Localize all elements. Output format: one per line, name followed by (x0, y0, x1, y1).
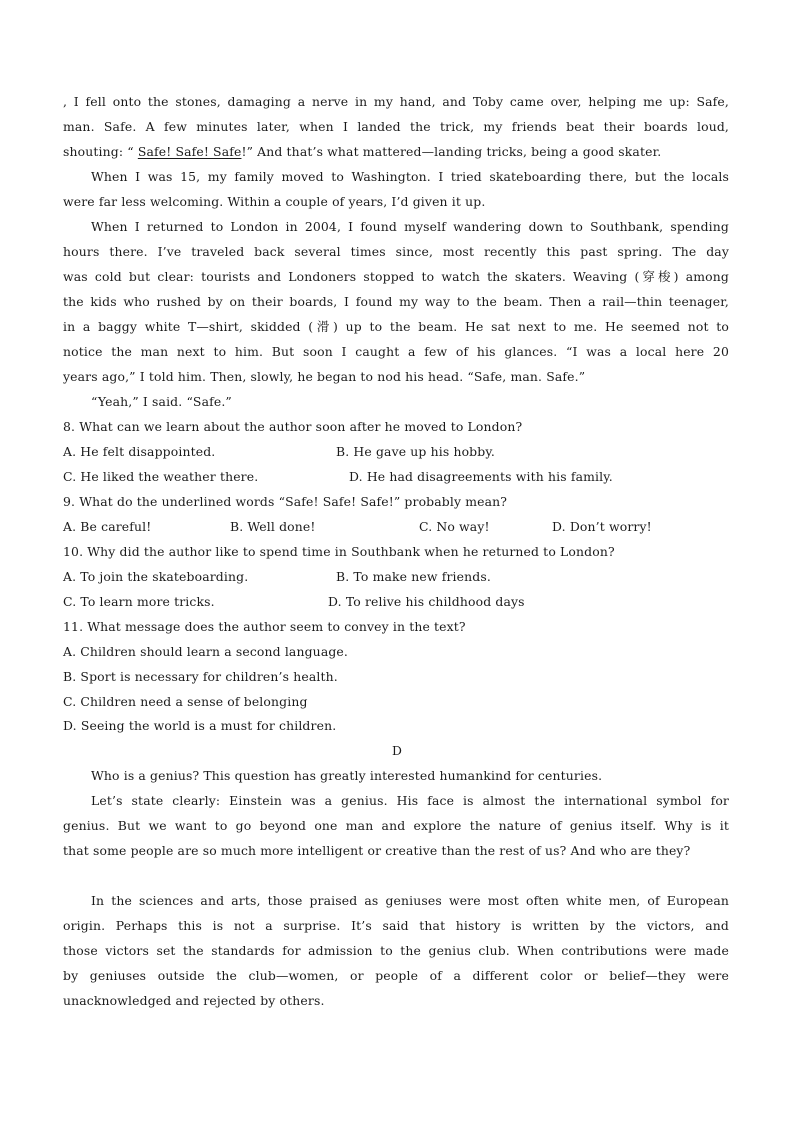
passage-c-line: notice the man next to him. But soon I caught a few of his glances. “I was a local here 20 (63, 344, 729, 359)
passage-c-line: When I returned to London in 2004, I found myself wandering down to Southbank, spending (91, 219, 729, 234)
passage-d-line: by geniuses outside the club—women, or people of a different color or belief—they were (63, 968, 729, 983)
passage-c-text: !” And that’s what mattered—landing tricks, being a good skater. (241, 144, 662, 159)
option-d: D. Seeing the world is a must for children. (63, 718, 337, 733)
option-d: D. To relive his childhood days (328, 594, 525, 609)
passage-d-line: Let’s state clearly: Einstein was a genius. His face is almost the international symbol for (91, 793, 729, 808)
option-d: D. Don’t worry! (552, 519, 652, 534)
option-b: B. He gave up his hobby. (336, 444, 495, 459)
option-c: C. To learn more tricks. (63, 594, 215, 609)
question-stem: 8. What can we learn about the author soon after he moved to London? (63, 419, 523, 434)
options-row (63, 469, 729, 485)
passage-d-line: those victors set the standards for admission to the genius club. When contributions were made (63, 943, 729, 958)
passage-d-line: Who is a genius? This question has greatly interested humankind for centuries. (91, 768, 603, 783)
options-row (63, 569, 729, 585)
option-a: A. To join the skateboarding. (63, 569, 249, 584)
option-b: B. Sport is necessary for children’s health. (63, 669, 338, 684)
passage-c-line: in a baggy white T—shirt, skidded (滑) up to the beam. He sat next to me. He seemed not to (63, 319, 729, 334)
option-a: A. Children should learn a second language. (63, 644, 349, 659)
option-b: B. Well done! (230, 519, 316, 534)
options-row (63, 444, 729, 460)
question-stem: 10. Why did the author like to spend time in Southbank when he returned to London? (63, 544, 615, 559)
passage-d-line: origin. Perhaps this is not a surprise. It’s said that history is written by the victors, and (63, 918, 729, 933)
passage-c-line: were far less welcoming. Within a couple of years, I’d given it up. (63, 194, 486, 209)
question-stem: 11. What message does the author seem to convey in the text? (63, 619, 466, 634)
option-c: C. No way! (419, 519, 490, 534)
question-stem: 9. What do the underlined words “Safe! Safe! Safe!” probably mean? (63, 494, 508, 509)
options-row (63, 594, 729, 610)
passage-c-line: years ago,” I told him. Then, slowly, he began to nod his head. “Safe, man. Safe.” (63, 369, 586, 384)
passage-c-line (63, 144, 661, 160)
passage-c-text: shouting: “ (63, 144, 138, 159)
option-a: A. He felt disappointed. (63, 444, 216, 459)
options-row (63, 519, 729, 535)
passage-c-line: “Yeah,” I said. “Safe.” (91, 394, 232, 409)
passage-c-line: hours there. I’ve traveled back several times since, most recently this past spring. The day (63, 244, 729, 259)
passage-c-line: , I fell onto the stones, damaging a nerve in my hand, and Toby came over, helping me up: Safe, (63, 94, 729, 109)
passage-c-line: man. Safe. A few minutes later, when I landed the trick, my friends beat their boards loud, (63, 119, 729, 134)
passage-c-line: was cold but clear: tourists and Londoners stopped to watch the skaters. Weaving (穿梭) among (63, 269, 729, 284)
option-c: C. Children need a sense of belonging (63, 694, 308, 709)
passage-c-line: the kids who rushed by on their boards, I found my way to the beam. Then a rail—thin teenager, (63, 294, 729, 309)
section-heading: D (391, 743, 403, 758)
option-a: A. Be careful! (63, 519, 152, 534)
underlined-words: Safe! Safe! Safe (137, 144, 242, 159)
passage-d-line: that some people are so much more intelligent or creative than the rest of us? And who are they? (63, 843, 691, 858)
passage-d-line: In the sciences and arts, those praised as geniuses were most often white men, of European (91, 893, 729, 908)
passage-d-line: genius. But we want to go beyond one man and explore the nature of genius itself. Why is it (63, 818, 729, 833)
option-b: B. To make new friends. (336, 569, 491, 584)
option-c: C. He liked the weather there. (63, 469, 259, 484)
passage-d-line: unacknowledged and rejected by others. (63, 993, 325, 1008)
passage-c-line: When I was 15, my family moved to Washington. I tried skateboarding there, but the locals (91, 169, 729, 184)
option-d: D. He had disagreements with his family. (349, 469, 613, 484)
